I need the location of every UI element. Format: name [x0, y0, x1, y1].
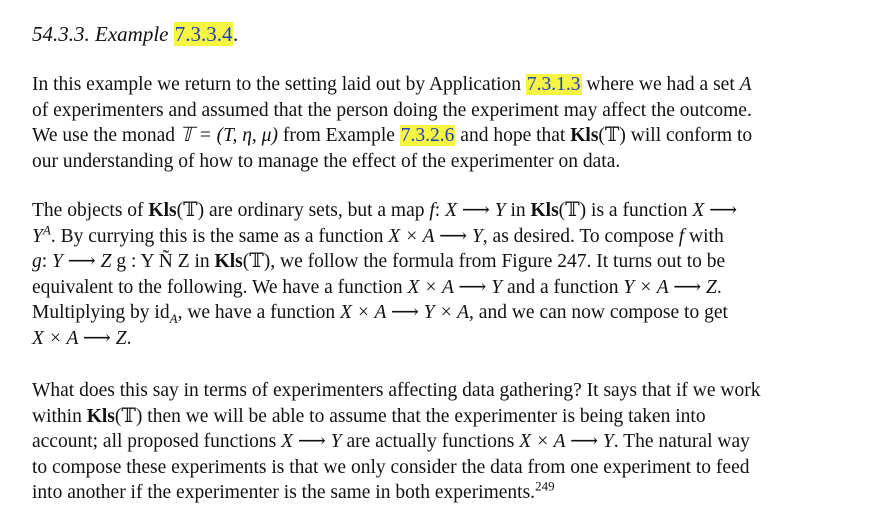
math: Y ⟶ Z	[52, 251, 112, 272]
math: 𝕋 = (T, η, μ)	[179, 125, 278, 146]
text: , and we can now compose to get	[469, 302, 728, 323]
kls-bold: Kls	[570, 125, 599, 146]
math: f	[678, 225, 685, 247]
math: f	[429, 200, 435, 221]
p3-line-1: What does this say in terms of experimenters affecting data gathering? It says that if we work	[32, 380, 761, 401]
text: We use the monad	[32, 125, 180, 146]
p2-line-1	[32, 198, 864, 224]
kls-bold: Kls	[86, 405, 115, 427]
footnote-249-link[interactable]: 249	[535, 478, 555, 494]
kls-bold: Kls	[214, 251, 243, 272]
p2-line-2	[32, 224, 864, 250]
text: .	[716, 276, 722, 298]
text: , we have a function	[177, 302, 340, 323]
p3-line-2	[32, 404, 864, 430]
text: (𝕋) will conform to	[598, 125, 753, 146]
text: The objects of	[32, 200, 149, 221]
math: Y	[32, 225, 43, 247]
math: X × A ⟶ Y	[519, 431, 614, 452]
p2-line-5	[32, 300, 864, 326]
text: in	[505, 200, 531, 221]
text: . By currying this is the same as a function	[50, 225, 389, 247]
p1-line-2: of experimenters and assumed that the person doing the experiment may affect the outcome.	[32, 99, 752, 121]
text: .	[126, 327, 132, 349]
math: X × A ⟶ Y	[388, 225, 483, 247]
math: g	[32, 251, 42, 272]
p3-line-5	[32, 480, 864, 506]
text: (𝕋) then we will be able to assume that the experimenter is being taken into	[114, 405, 706, 427]
math: Y × A ⟶ Z	[623, 276, 717, 298]
paragraph-2	[32, 198, 864, 351]
application-ref-link[interactable]: 7.3.1.3	[526, 74, 581, 95]
math: X × A ⟶ Y × A	[340, 302, 470, 323]
text: (𝕋) is a function	[558, 200, 693, 221]
example-ref-link-2[interactable]: 7.3.2.6	[400, 125, 455, 146]
math: A	[739, 74, 752, 95]
p2-line-3	[32, 249, 864, 275]
text: and a function	[502, 276, 624, 298]
text: are actually functions	[341, 431, 520, 452]
text: (𝕋), we follow the formula from Figure 247. It turns out to be	[242, 251, 726, 272]
text: account; all proposed functions	[32, 431, 282, 452]
kls-bold: Kls	[148, 200, 177, 221]
text: :	[41, 251, 53, 272]
heading-text: 54.3.3. Example	[32, 22, 174, 46]
p2-line-6	[32, 326, 864, 352]
p1-line-1	[32, 72, 864, 98]
subscript: A	[169, 310, 178, 326]
text: , as desired. To compose	[482, 225, 679, 247]
text: into another if the experimenter is the same in both experiments.	[32, 482, 536, 503]
math: X × A ⟶ Z	[32, 327, 127, 349]
text: within	[32, 405, 87, 427]
math: X × A ⟶ Y	[407, 276, 503, 298]
section-heading	[32, 22, 239, 47]
superscript: A	[42, 222, 51, 237]
example-ref-link[interactable]: 7.3.3.4	[174, 22, 233, 46]
text: . The natural way	[613, 431, 750, 452]
text: In this example we return to the setting laid out by Application	[32, 74, 526, 95]
paragraph-3	[32, 378, 864, 506]
text: with	[684, 225, 724, 247]
p2-line-4	[32, 275, 864, 301]
text: equivalent to the following. We have a function	[32, 276, 408, 298]
p3-line-4: to compose these experiments is that we only consider the data from one experiment to feed	[32, 456, 750, 478]
p1-line-3	[32, 123, 864, 149]
math: X ⟶	[692, 200, 738, 221]
math: X ⟶ Y	[445, 200, 506, 221]
text: :	[434, 200, 446, 221]
text: from Example	[277, 125, 400, 146]
text: Multiplying by id	[32, 302, 170, 323]
p1-line-4: our understanding of how to manage the effect of the experimenter on data.	[32, 150, 621, 172]
text: (𝕋) are ordinary sets, but a map	[176, 200, 430, 221]
kls-bold: Kls	[530, 200, 559, 221]
p3-line-3	[32, 429, 864, 455]
text: and hope that	[455, 125, 571, 146]
text: where we had a set	[581, 74, 740, 95]
text: g : Y Ñ Z in	[111, 251, 215, 272]
paragraph-1	[32, 72, 864, 174]
math: X ⟶ Y	[281, 431, 342, 452]
heading-period: .	[233, 22, 239, 46]
